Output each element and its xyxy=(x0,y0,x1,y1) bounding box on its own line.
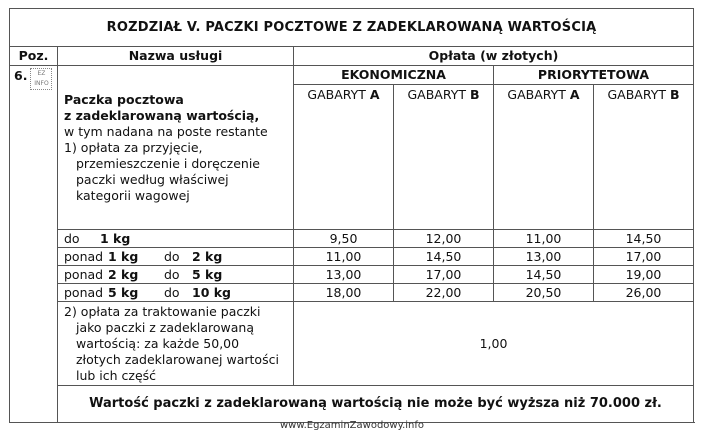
price-prio-b: 19,00 xyxy=(594,266,694,284)
fee2-line3: wartością: za każde 50,00 xyxy=(76,336,240,351)
price-eko-a: 9,50 xyxy=(294,230,394,248)
weight-value: 1 kg xyxy=(100,230,131,246)
service-description xyxy=(58,66,294,230)
weight-word: ponad xyxy=(64,284,104,300)
header-ekonomiczna: EKONOMICZNA xyxy=(294,66,494,85)
weight-range xyxy=(58,284,294,302)
gabaryt-letter: B xyxy=(469,87,480,102)
header-priorytetowa: PRIORYTETOWA xyxy=(494,66,694,85)
fee2-value: 1,00 xyxy=(294,302,694,386)
gabaryt-letter: A xyxy=(369,87,380,102)
gabaryt-eko-b xyxy=(394,85,494,230)
service-name-line1: Paczka pocztowa xyxy=(64,92,184,107)
price-eko-a: 11,00 xyxy=(294,248,394,266)
gabaryt-prio-b xyxy=(594,85,694,230)
table-title: ROZDZIAŁ V. PACZKI POCZTOWE Z ZADEKLAROWANĄ WARTOŚCIĄ xyxy=(10,9,694,47)
gabaryt-word: GABARYT xyxy=(407,87,466,102)
gabaryt-word: GABARYT xyxy=(507,87,566,102)
weight-word: ponad xyxy=(64,248,104,264)
fee2-line4: złotych zadeklarowanej wartości xyxy=(76,352,279,367)
weight-word: do xyxy=(164,248,180,264)
fee2-line1: 2) opłata za traktowanie paczki xyxy=(64,304,261,319)
fee2-line2: jako paczki z zadeklarowaną xyxy=(76,320,254,335)
price-eko-a: 13,00 xyxy=(294,266,394,284)
weight-word: do xyxy=(164,284,180,300)
item1-line2: przemieszczenie i doręczenie xyxy=(76,156,260,171)
weight-value: 5 kg xyxy=(192,266,223,282)
price-eko-b: 22,00 xyxy=(394,284,494,302)
header-oplata: Opłata (w złotych) xyxy=(294,47,694,66)
price-eko-b: 14,50 xyxy=(394,248,494,266)
weight-word: do xyxy=(64,230,80,246)
price-eko-b: 12,00 xyxy=(394,230,494,248)
header-nazwa: Nazwa usługi xyxy=(58,47,294,66)
gabaryt-letter: B xyxy=(669,87,680,102)
gabaryt-prio-a xyxy=(494,85,594,230)
price-eko-b: 17,00 xyxy=(394,266,494,284)
price-prio-a: 20,50 xyxy=(494,284,594,302)
weight-range xyxy=(58,248,294,266)
price-prio-b: 14,50 xyxy=(594,230,694,248)
service-line3: w tym nadana na poste restante xyxy=(64,124,268,139)
price-table xyxy=(9,8,694,423)
weight-value: 1 kg xyxy=(108,248,139,264)
position-cell xyxy=(10,66,58,423)
gabaryt-word: GABARYT xyxy=(307,87,366,102)
price-prio-a: 11,00 xyxy=(494,230,594,248)
site-url: www.EgzaminZawodowy.info xyxy=(279,420,425,431)
weight-word: ponad xyxy=(64,266,104,282)
price-prio-a: 13,00 xyxy=(494,248,594,266)
weight-word: do xyxy=(164,266,180,282)
gabaryt-word: GABARYT xyxy=(607,87,666,102)
position-number: 6. xyxy=(14,68,28,83)
weight-value: 2 kg xyxy=(108,266,139,282)
price-prio-a: 14,50 xyxy=(494,266,594,284)
weight-value: 2 kg xyxy=(192,248,223,264)
ez-info-icon: EZ INFO xyxy=(30,68,52,90)
table-row xyxy=(10,284,694,302)
gabaryt-letter: A xyxy=(569,87,580,102)
header-poz: Poz. xyxy=(10,47,58,66)
price-prio-b: 17,00 xyxy=(594,248,694,266)
fee2-line5: lub ich część xyxy=(76,368,157,383)
item1-line4: kategorii wagowej xyxy=(76,188,190,203)
weight-value: 10 kg xyxy=(192,284,232,300)
price-eko-a: 18,00 xyxy=(294,284,394,302)
item1-line1: 1) opłata za przyjęcie, xyxy=(64,140,203,155)
gabaryt-eko-a xyxy=(294,85,394,230)
service-name-line2: z zadeklarowaną wartością, xyxy=(64,108,260,123)
table-row xyxy=(10,266,694,284)
weight-range xyxy=(58,266,294,284)
table-row xyxy=(10,248,694,266)
weight-value: 5 kg xyxy=(108,284,139,300)
table-row xyxy=(10,230,694,248)
item1-line3: paczki według właściwej xyxy=(76,172,229,187)
weight-range xyxy=(58,230,294,248)
price-prio-b: 26,00 xyxy=(594,284,694,302)
footer-note: Wartość paczki z zadeklarowaną wartością nie może być wyższa niż 70.000 zł. xyxy=(58,386,694,423)
fee2-description xyxy=(58,302,294,386)
